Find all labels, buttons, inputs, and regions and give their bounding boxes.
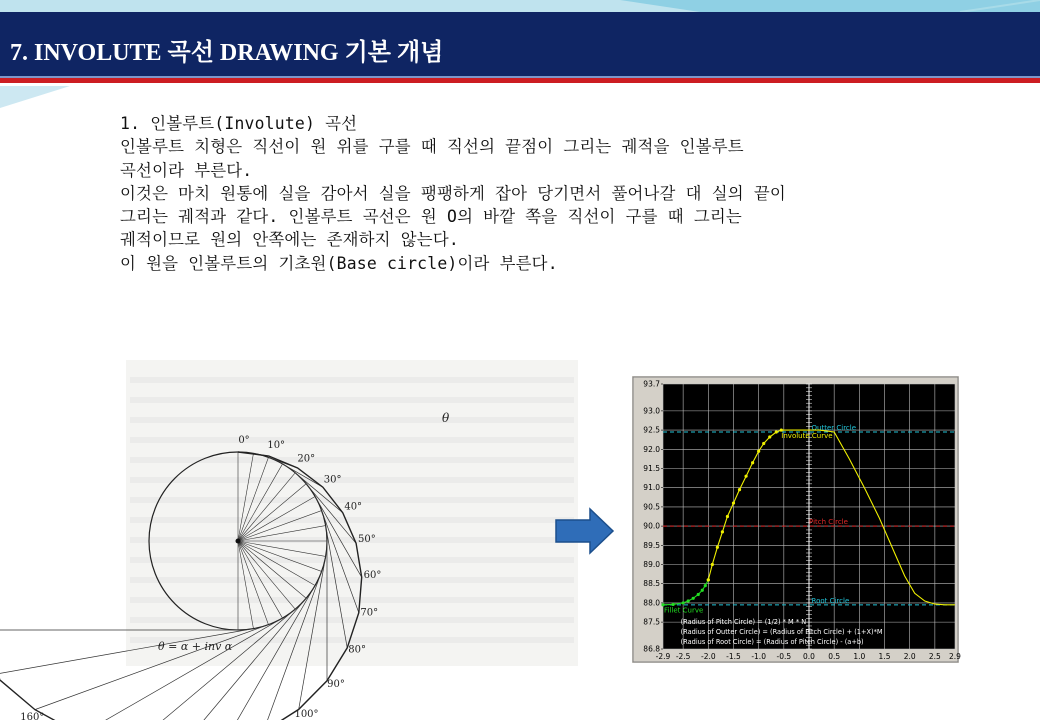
data-point	[687, 599, 690, 602]
data-point	[738, 488, 741, 491]
text-line: 인볼루트 치형은 직선이 원 위를 구를 때 직선의 끝점이 그리는 궤적을 인볼루트	[120, 137, 744, 157]
y-tick-label: 86.8	[643, 644, 660, 654]
y-tick-label: 91.5	[643, 463, 660, 473]
text-line: 이 원을 인볼루트의 기초원(Base circle)이라 부른다.	[120, 253, 558, 273]
y-tick-label: 87.5	[643, 617, 660, 627]
angle-label: 40°	[344, 501, 363, 513]
angle-label: 30°	[323, 474, 342, 486]
arrow-right-icon	[556, 507, 614, 555]
x-tick-label: -2.0	[700, 652, 716, 661]
y-tick-label: 88.5	[643, 579, 660, 589]
data-point	[704, 584, 707, 587]
x-tick-label: 1.5	[878, 652, 891, 661]
data-point	[768, 435, 771, 438]
data-point	[692, 597, 695, 600]
x-tick-label: -0.5	[776, 652, 792, 661]
text-line: 곡선이라 부른다.	[120, 160, 253, 180]
angle-label: 60°	[363, 569, 382, 581]
data-point	[751, 461, 754, 464]
data-point	[716, 546, 719, 549]
series-label: Fillet Curve	[664, 606, 704, 615]
x-tick-label: 0.5	[828, 652, 841, 661]
involute-construction-diagram	[20, 360, 578, 720]
angle-label: 20°	[297, 453, 316, 465]
angle-label: 0°	[238, 435, 250, 446]
text-line: 1. 인볼루트(Involute) 곡선	[120, 114, 358, 133]
data-point	[762, 442, 765, 445]
angle-label: 80°	[348, 644, 366, 656]
text-line: 이것은 마치 원통에 실을 감아서 실을 팽팽하게 잡아 당기면서 풀어나갈 대 실의 끝이	[120, 183, 786, 203]
y-tick-label: 88.0	[643, 598, 660, 608]
data-point	[726, 515, 729, 518]
x-tick-label: 2.5	[928, 652, 941, 661]
y-tick-label: 92.0	[643, 444, 660, 454]
x-tick-label: -1.5	[726, 652, 741, 661]
center-point	[236, 539, 241, 544]
angle-label: 160°	[20, 712, 45, 720]
data-point	[775, 430, 778, 433]
angle-label	[0, 676, 1, 687]
angle-label: 70°	[360, 607, 379, 619]
angle-label: 90°	[327, 678, 345, 690]
reference-line-label: Root Circle	[811, 596, 850, 605]
data-point	[744, 475, 747, 478]
title-bar	[0, 12, 1040, 78]
title-underline	[0, 78, 1040, 83]
formula-annotation: (Radius of Pitch Circle) = (1/2) * M * N	[680, 618, 807, 627]
data-point	[721, 530, 724, 533]
text-line: 궤적이므로 원의 안쪽에는 존재하지 않는다.	[120, 230, 459, 250]
formula-annotation: (Radius of Outter Circle) = (Radius of Pitch Circle) + (1+X)*M	[680, 628, 883, 637]
x-tick-label: -2.9	[655, 652, 671, 661]
formula-annotation: (Radius of Root Circle) = (Radius of Pitch Circle) - (a+b)	[680, 638, 864, 647]
x-tick-label: -2.5	[675, 652, 691, 661]
x-tick-label: 1.0	[853, 652, 866, 661]
x-tick-label: 0.0	[803, 652, 815, 661]
data-point	[697, 593, 700, 596]
reference-line-label: Outter Circle	[811, 424, 857, 433]
involute-curve-plot	[632, 376, 959, 663]
y-tick-label: 93.0	[643, 406, 660, 416]
series-label: Involute Curve	[781, 432, 833, 441]
y-tick-label: 90.5	[643, 502, 660, 512]
theta-symbol: θ	[442, 411, 450, 425]
y-tick-label: 89.0	[643, 560, 660, 570]
formula-label: θ = α + inv α	[158, 640, 233, 653]
data-point	[711, 563, 714, 566]
data-point	[732, 501, 735, 504]
x-tick-label: -1.0	[751, 652, 766, 661]
body-text	[120, 112, 970, 275]
x-tick-label: 2.0	[903, 652, 916, 661]
data-point	[701, 589, 704, 592]
slide-title: 7. INVOLUTE 곡선 DRAWING 기본 개념	[10, 40, 444, 66]
y-tick-label: 91.0	[643, 483, 660, 493]
angle-label: 100°	[294, 708, 319, 720]
y-tick-label: 90.0	[643, 521, 660, 531]
y-tick-label: 93.7	[643, 379, 660, 389]
reference-line-label: Pitch Circle	[809, 518, 848, 527]
angle-label: 10°	[267, 440, 286, 452]
y-tick-label: 92.5	[643, 425, 660, 435]
angle-label: 50°	[358, 534, 376, 546]
data-point	[707, 578, 710, 581]
text-line: 그리는 궤적과 같다. 인볼루트 곡선은 원 O의 바깥 쪽을 직선이 구를 때 그리는	[120, 207, 742, 227]
data-point	[682, 601, 685, 604]
y-tick-label: 89.5	[643, 540, 660, 550]
x-tick-label: 2.9	[949, 652, 961, 661]
data-point	[757, 450, 760, 453]
